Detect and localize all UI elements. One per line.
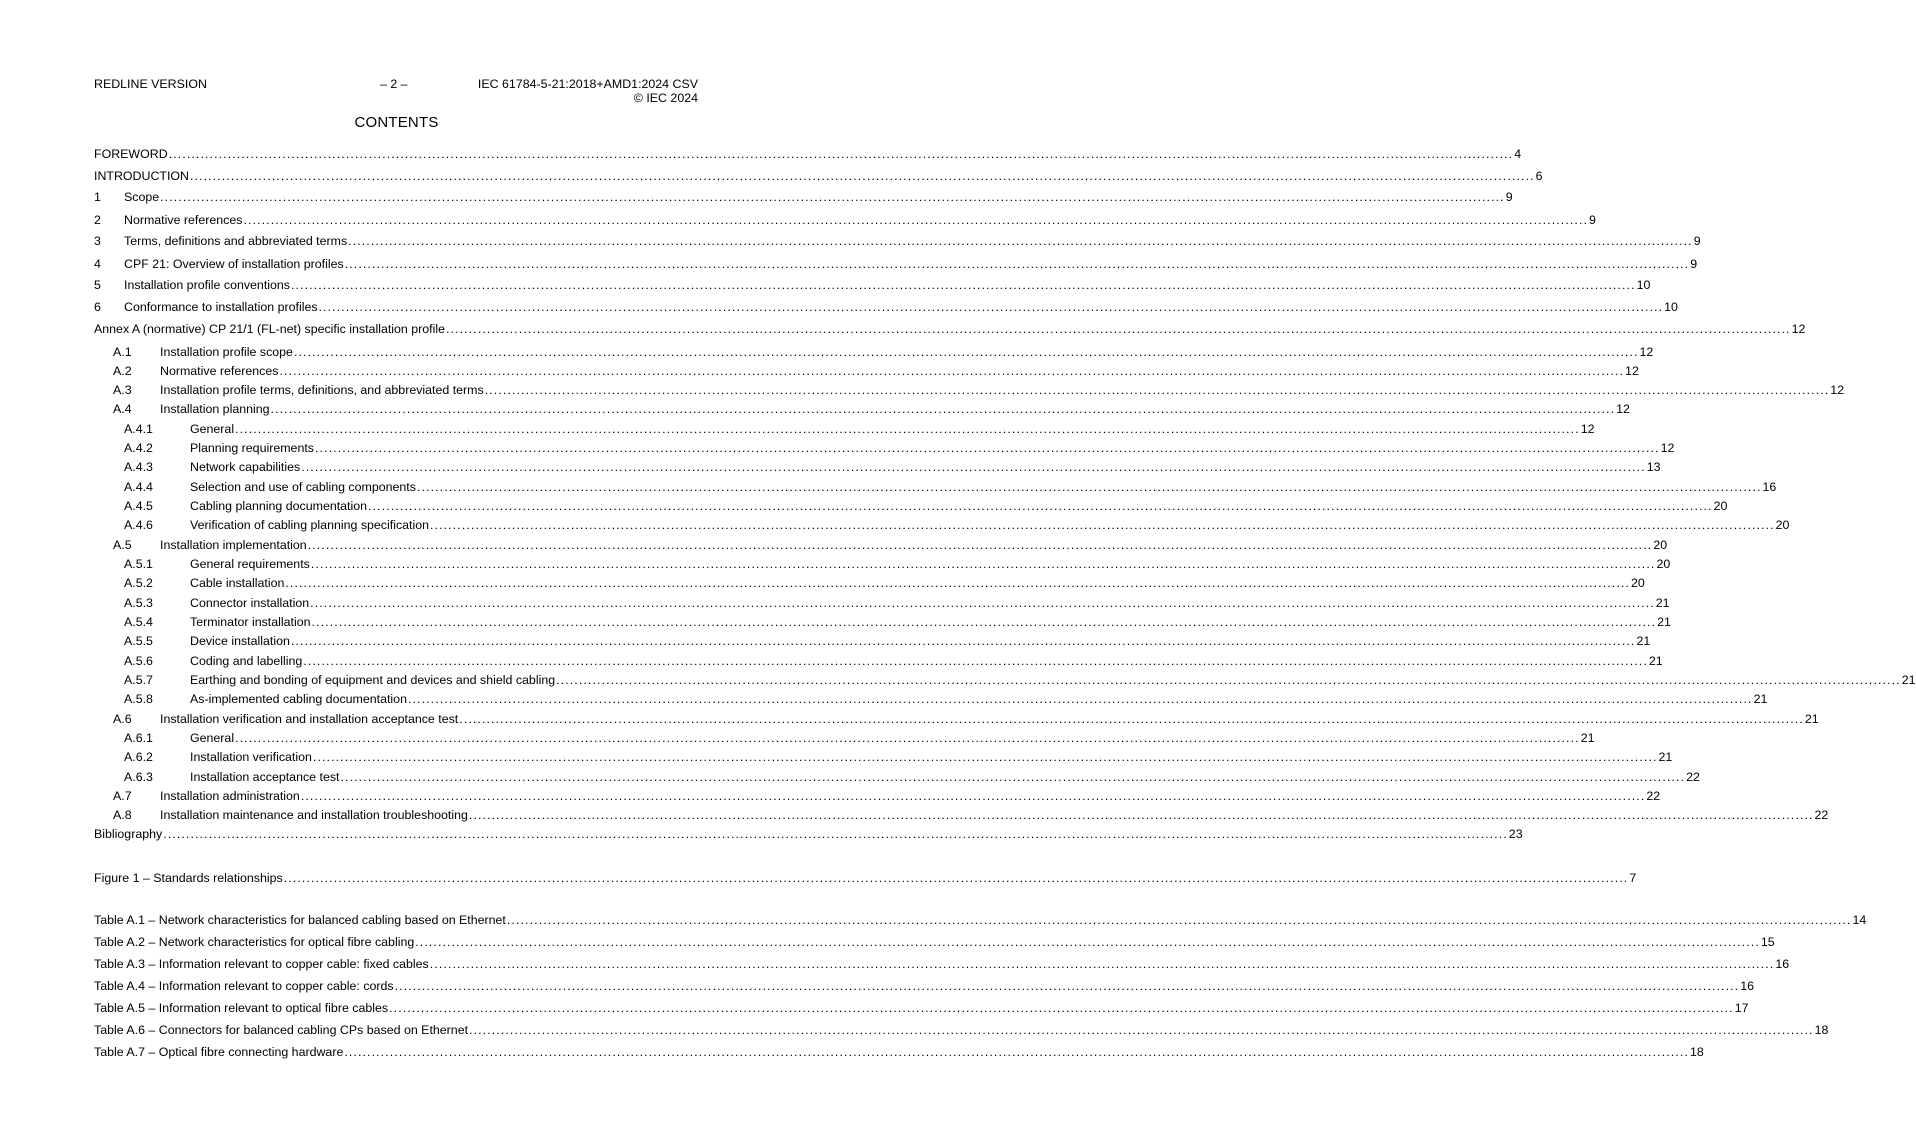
toc-entry-row[interactable] (113, 788, 1661, 804)
toc-entry-leader-dots (271, 401, 1616, 417)
toc-entry-row[interactable] (94, 146, 1522, 162)
toc-entry-row[interactable] (124, 614, 1671, 630)
toc-entry-title: Coding and labelling (190, 654, 303, 668)
table-entry-title: Table A.6 – Connectors for balanced cabling CPs based on Ethernet (94, 1023, 469, 1037)
table-entry-row[interactable] (94, 912, 1867, 928)
toc-entry-page-number: 12 (1580, 422, 1595, 436)
toc-entry-number: A.5 (113, 538, 132, 552)
figure-entry-leader-dots (284, 870, 1629, 886)
toc-entry-title: Installation planning (160, 402, 270, 416)
toc-entry-leader-dots (459, 711, 1804, 727)
toc-entry-number: A.6.1 (124, 731, 153, 745)
toc-entry-row[interactable] (94, 256, 1698, 272)
toc-entry-leader-dots (348, 233, 1693, 249)
toc-entry-page-number: 20 (1656, 557, 1671, 571)
toc-entry-title: General (190, 731, 235, 745)
toc-entry-number: 4 (94, 257, 101, 271)
toc-entry-page-number: 10 (1664, 300, 1678, 314)
toc-entry-leader-dots (160, 189, 1505, 205)
toc-entry-leader-dots (303, 653, 1648, 669)
toc-entry-row[interactable] (124, 517, 1790, 533)
toc-entry-leader-dots (312, 614, 1657, 630)
toc-entry-row[interactable] (124, 730, 1595, 746)
toc-entry-leader-dots (190, 168, 1535, 184)
toc-entry-page-number: 20 (1653, 538, 1668, 552)
toc-entry-row[interactable] (124, 421, 1595, 437)
toc-entry-leader-dots (485, 382, 1830, 398)
toc-entry-leader-dots (417, 479, 1762, 495)
toc-entry-title: Terms, definitions and abbreviated terms (124, 234, 348, 248)
toc-entry-row[interactable] (124, 595, 1670, 611)
table-entry-title: Table A.7 – Optical fibre connecting hardware (94, 1045, 344, 1059)
toc-entry-number: 2 (94, 213, 101, 227)
toc-entry-page-number: 20 (1775, 518, 1790, 532)
toc-entry-row[interactable] (124, 749, 1673, 765)
table-entry-row[interactable] (94, 956, 1790, 972)
toc-entry-number: 6 (94, 300, 101, 314)
toc-entry-number: A.3 (113, 383, 132, 397)
toc-entry-number: 5 (94, 278, 101, 292)
toc-entry-leader-dots (169, 146, 1514, 162)
toc-entry-number: A.5.8 (124, 692, 153, 706)
toc-entry-row[interactable] (113, 807, 1829, 823)
toc-entry-row[interactable] (124, 575, 1645, 591)
toc-entry-page-number: 21 (1648, 654, 1663, 668)
toc-entry-title: As-implemented cabling documentation (190, 692, 407, 706)
toc-entry-row[interactable] (94, 189, 1513, 205)
toc-entry-row[interactable] (124, 479, 1777, 495)
toc-entry-number: A.4.4 (124, 480, 153, 494)
toc-entry-page-number: 12 (1625, 364, 1639, 378)
toc-entry-title: CPF 21: Overview of installation profiles (124, 257, 344, 271)
toc-entry-page-number: 16 (1762, 480, 1777, 494)
toc-entry-leader-dots (340, 769, 1685, 785)
toc-entry-title: Planning requirements (190, 441, 314, 455)
toc-entry-title: Installation acceptance test (190, 770, 340, 784)
toc-entry-leader-dots (446, 321, 1791, 337)
toc-entry-number: A.4.6 (124, 518, 153, 532)
table-entry-title: Table A.2 – Network characteristics for optical fibre cabling (94, 935, 415, 949)
toc-entry-title: FOREWORD (94, 147, 168, 161)
toc-entry-row[interactable] (124, 498, 1728, 514)
toc-entry-title: Installation implementation (160, 538, 307, 552)
toc-entry-leader-dots (291, 277, 1636, 293)
table-entry-leader-dots (469, 1022, 1814, 1038)
toc-entry-title: Bibliography (94, 827, 163, 841)
toc-entry-leader-dots (311, 556, 1656, 572)
toc-entry-leader-dots (368, 498, 1713, 514)
toc-entry-row[interactable] (124, 769, 1700, 785)
toc-entry-row[interactable] (113, 363, 1639, 379)
toc-entry-number: A.4.3 (124, 460, 153, 474)
toc-entry-leader-dots (291, 633, 1636, 649)
table-entry-title: Table A.4 – Information relevant to copper cable: cords (94, 979, 394, 993)
toc-entry-row[interactable] (124, 556, 1671, 572)
toc-entry-number: A.2 (113, 364, 132, 378)
toc-entry-page-number: 22 (1814, 808, 1829, 822)
toc-entry-title: Normative references (160, 364, 279, 378)
toc-entry-row[interactable] (94, 212, 1596, 228)
toc-entry-row[interactable] (124, 633, 1651, 649)
toc-entry-row[interactable] (124, 691, 1768, 707)
toc-entry-title: Verification of cabling planning specification (190, 518, 430, 532)
table-entry-row[interactable] (94, 1044, 1704, 1060)
toc-entry-title: Conformance to installation profiles (124, 300, 318, 314)
toc-entry-page-number: 21 (1657, 615, 1671, 629)
toc-entry-number: A.5.7 (124, 673, 153, 687)
table-entry-page-number: 17 (1734, 1001, 1749, 1015)
toc-entry-title: General requirements (190, 557, 310, 571)
toc-entry-number: 1 (94, 190, 101, 204)
table-entry-page-number: 18 (1689, 1045, 1704, 1059)
toc-entry-leader-dots (163, 826, 1508, 842)
toc-entry-page-number: 20 (1713, 499, 1728, 513)
table-entry-page-number: 18 (1814, 1023, 1829, 1037)
toc-entry-page-number: 22 (1686, 770, 1700, 784)
table-entry-page-number: 16 (1740, 979, 1755, 993)
toc-entry-title: Annex A (normative) CP 21/1 (FL-net) specific installation profile (94, 322, 446, 336)
table-entry-leader-dots (389, 1000, 1734, 1016)
toc-entry-leader-dots (243, 212, 1588, 228)
toc-entry-number: A.7 (113, 789, 132, 803)
toc-entry-leader-dots (294, 344, 1639, 360)
table-entry-row[interactable] (94, 978, 1755, 994)
toc-entry-row[interactable] (94, 233, 1701, 249)
toc-entry-page-number: 12 (1660, 441, 1675, 455)
toc-entry-row[interactable] (124, 459, 1661, 475)
header-copyright: © IEC 2024 (633, 91, 698, 105)
toc-entry-leader-dots (315, 440, 1660, 456)
toc-entry-title: Installation profile conventions (124, 278, 290, 292)
toc-entry-row[interactable] (94, 321, 1806, 337)
toc-entry-title: Connector installation (190, 596, 310, 610)
header-left: REDLINE VERSION (94, 77, 207, 91)
toc-entry-number: A.5.4 (124, 615, 153, 629)
toc-entry-leader-dots (301, 788, 1646, 804)
toc-entry-title: Normative references (124, 213, 243, 227)
toc-entry-title: Earthing and bonding of equipment and devices and shield cabling (190, 673, 556, 687)
table-entry-leader-dots (395, 978, 1740, 994)
toc-entry-title: Installation profile terms, definitions, and abbreviated terms (160, 383, 484, 397)
toc-entry-leader-dots (408, 691, 1753, 707)
toc-entry-page-number: 21 (1636, 634, 1651, 648)
toc-entry-number: A.4.1 (124, 422, 153, 436)
figure-entry-row[interactable] (94, 870, 1637, 886)
figure-entry-title: Figure 1 – Standards relationships (94, 871, 283, 885)
figure-entry-page-number: 7 (1629, 871, 1637, 885)
table-entry-leader-dots (415, 934, 1760, 950)
table-entry-leader-dots (430, 956, 1775, 972)
toc-entry-page-number: 21 (1804, 712, 1819, 726)
toc-entry-number: 3 (94, 234, 101, 248)
toc-entry-row[interactable] (94, 168, 1543, 184)
toc-entry-row[interactable] (113, 344, 1654, 360)
toc-entry-page-number: 12 (1791, 322, 1806, 336)
toc-entry-title: Scope (124, 190, 160, 204)
toc-entry-title: Cabling planning documentation (190, 499, 368, 513)
table-entry-row[interactable] (94, 934, 1775, 950)
toc-entry-title: Selection and use of cabling components (190, 480, 416, 494)
toc-entry-number: A.4.2 (124, 441, 153, 455)
toc-entry-number: A.4 (113, 402, 132, 416)
table-entry-title: Table A.5 – Information relevant to optical fibre cables (94, 1001, 389, 1015)
toc-entry-row[interactable] (124, 440, 1675, 456)
toc-entry-number: A.5.2 (124, 576, 153, 590)
toc-entry-title: Installation maintenance and installation troubleshooting (160, 808, 468, 822)
toc-entry-number: A.5.6 (124, 654, 153, 668)
toc-entry-row[interactable] (113, 382, 1845, 398)
toc-entry-title: Device installation (190, 634, 290, 648)
toc-entry-page-number: 12 (1616, 402, 1630, 416)
toc-entry-page-number: 20 (1630, 576, 1645, 590)
table-entry-page-number: 15 (1760, 935, 1775, 949)
toc-entry-leader-dots (430, 517, 1775, 533)
toc-entry-page-number: 12 (1830, 383, 1845, 397)
table-entry-leader-dots (344, 1044, 1689, 1060)
toc-entry-row[interactable] (124, 653, 1663, 669)
table-entry-title: Table A.1 – Network characteristics for balanced cabling based on Ethernet (94, 913, 506, 927)
toc-entry-row[interactable] (124, 672, 1916, 688)
toc-entry-page-number: 9 (1693, 234, 1701, 248)
toc-entry-page-number: 21 (1753, 692, 1768, 706)
toc-entry-number: A.6.3 (124, 770, 153, 784)
header-document-id: IEC 61784-5-21:2018+AMD1:2024 CSV (477, 77, 698, 91)
toc-entry-page-number: 9 (1505, 190, 1513, 204)
toc-entry-number: A.5.5 (124, 634, 153, 648)
toc-entry-title: Installation verification (190, 750, 312, 764)
toc-entry-leader-dots (319, 299, 1664, 315)
toc-entry-page-number: 10 (1636, 278, 1651, 292)
toc-entry-page-number: 21 (1580, 731, 1595, 745)
toc-entry-number: A.4.5 (124, 499, 153, 513)
toc-entry-leader-dots (285, 575, 1630, 591)
toc-entry-page-number: 9 (1690, 257, 1698, 271)
toc-entry-page-number: 21 (1901, 673, 1916, 687)
toc-entry-number: A.8 (113, 808, 132, 822)
toc-entry-row[interactable] (94, 277, 1651, 293)
table-entry-title: Table A.3 – Information relevant to copper cable: fixed cables (94, 957, 429, 971)
header-right (444, 77, 698, 105)
toc-entry-page-number: 9 (1589, 213, 1596, 227)
toc-entry-leader-dots (313, 749, 1658, 765)
toc-entry-leader-dots (235, 730, 1580, 746)
toc-entry-title: Installation profile scope (160, 345, 293, 359)
toc-entry-page-number: 22 (1646, 789, 1661, 803)
toc-entry-leader-dots (308, 537, 1653, 553)
toc-entry-number: A.5.3 (124, 596, 153, 610)
toc-entry-row[interactable] (94, 299, 1678, 315)
toc-entry-number: A.6 (113, 712, 132, 726)
toc-entry-page-number: 21 (1655, 596, 1670, 610)
page-title: CONTENTS (354, 114, 439, 131)
toc-entry-row[interactable] (113, 711, 1819, 727)
table-entry-row[interactable] (94, 1000, 1749, 1016)
toc-entry-leader-dots (301, 459, 1646, 475)
toc-entry-leader-dots (345, 256, 1690, 272)
toc-entry-page-number: 21 (1658, 750, 1673, 764)
toc-entry-page-number: 13 (1646, 460, 1661, 474)
toc-entry-title: Cable installation (190, 576, 285, 590)
toc-entry-title: Installation verification and installation acceptance test (160, 712, 459, 726)
toc-entry-row[interactable] (94, 826, 1523, 842)
toc-entry-title: General (190, 422, 235, 436)
toc-entry-number: A.6.2 (124, 750, 153, 764)
table-entry-leader-dots (507, 912, 1852, 928)
toc-entry-number: A.5.1 (124, 557, 153, 571)
toc-entry-number: A.1 (113, 345, 132, 359)
toc-entry-row[interactable] (113, 401, 1630, 417)
toc-entry-page-number: 23 (1508, 827, 1523, 841)
table-entry-page-number: 14 (1852, 913, 1867, 927)
toc-entry-leader-dots (279, 363, 1624, 379)
toc-entry-leader-dots (556, 672, 1901, 688)
toc-entry-row[interactable] (113, 537, 1668, 553)
toc-entry-page-number: 6 (1535, 169, 1543, 183)
toc-entry-page-number: 4 (1514, 147, 1522, 161)
toc-entry-title: INTRODUCTION (94, 169, 189, 183)
toc-entry-leader-dots (469, 807, 1814, 823)
toc-entry-title: Terminator installation (190, 615, 311, 629)
toc-entry-title: Network capabilities (190, 460, 301, 474)
toc-entry-leader-dots (310, 595, 1655, 611)
table-entry-row[interactable] (94, 1022, 1829, 1038)
toc-entry-page-number: 12 (1639, 345, 1654, 359)
header-page-number: – 2 – (380, 77, 408, 91)
table-entry-page-number: 16 (1775, 957, 1790, 971)
toc-entry-title: Installation administration (160, 789, 300, 803)
toc-entry-leader-dots (235, 421, 1580, 437)
